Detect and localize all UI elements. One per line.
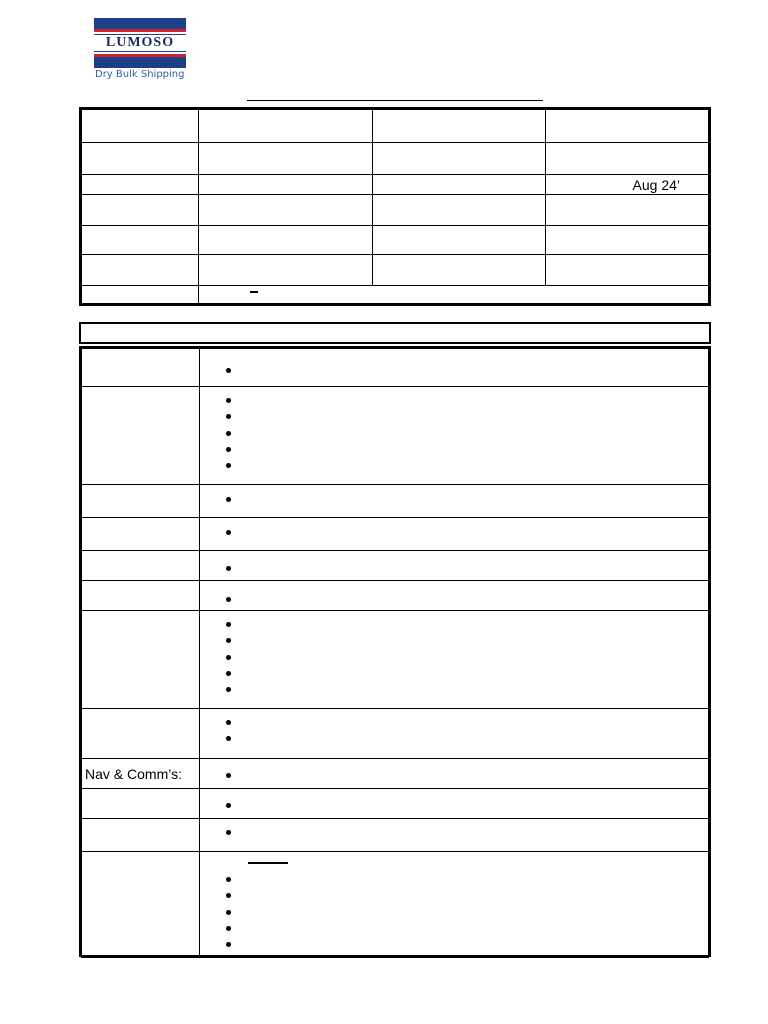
- spec-items: [200, 819, 709, 852]
- spec-label: [82, 789, 200, 819]
- bullet-item: [224, 615, 705, 631]
- bullet-item: [224, 766, 705, 782]
- spec-items: [200, 485, 709, 518]
- header-cell: [82, 286, 199, 304]
- spec-row: [82, 349, 709, 387]
- bullet-list: [224, 796, 705, 812]
- title-underline: [247, 100, 543, 101]
- spec-items: [200, 581, 709, 611]
- bullet-item: [224, 424, 705, 440]
- header-cell: [373, 255, 546, 286]
- header-cell: [546, 255, 709, 286]
- header-cell: [546, 143, 709, 175]
- spec-label: [82, 852, 200, 958]
- spec-row: [82, 581, 709, 611]
- spec-row: [82, 852, 709, 958]
- bullet-item: [224, 490, 705, 506]
- header-cell: [82, 195, 199, 226]
- header-cell: [199, 226, 373, 255]
- header-cell: [373, 143, 546, 175]
- header-row: [82, 286, 709, 304]
- spec-row: [82, 709, 709, 759]
- bullet-list: [224, 559, 705, 575]
- bullet-item: [224, 919, 705, 935]
- header-cell: [199, 255, 373, 286]
- spec-items: [200, 852, 709, 958]
- logo-tagline: Dry Bulk Shipping: [95, 69, 185, 80]
- bullet-item: [224, 590, 705, 606]
- header-row: [82, 110, 709, 143]
- header-cell: [373, 226, 546, 255]
- spec-row: [82, 759, 709, 789]
- bullet-list: [224, 713, 705, 746]
- spec-row: [82, 551, 709, 581]
- bullet-list: [224, 870, 705, 951]
- bullet-list: [224, 391, 705, 472]
- spec-items: [200, 709, 709, 759]
- logo-wordmark: LUMOSO: [105, 35, 175, 50]
- bullet-list: [224, 490, 705, 506]
- bullet-item: [224, 935, 705, 951]
- header-cell: [373, 175, 546, 195]
- header-cell: [546, 195, 709, 226]
- spec-items: [200, 789, 709, 819]
- bullet-item: [224, 440, 705, 456]
- spec-label: [82, 709, 200, 759]
- bullet-list: [224, 523, 705, 539]
- spec-label: [82, 611, 200, 709]
- header-cell: [373, 110, 546, 143]
- bullet-list: [224, 361, 705, 377]
- spec-label: [82, 518, 200, 551]
- spec-label: Nav & Comm’s:: [82, 759, 200, 789]
- logo-stripe: [94, 32, 186, 34]
- bullet-item: [224, 407, 705, 423]
- bullet-item: [224, 648, 705, 664]
- spec-row: [82, 387, 709, 485]
- logo-stripe: [94, 54, 186, 57]
- bullet-item: [224, 664, 705, 680]
- spec-row: [82, 611, 709, 709]
- bullet-item: [224, 870, 705, 886]
- bullet-item: [224, 631, 705, 647]
- spec-row: [82, 518, 709, 551]
- header-cell: [82, 226, 199, 255]
- spec-row: [82, 789, 709, 819]
- bullet-list: [224, 823, 705, 839]
- spec-label: [82, 349, 200, 387]
- spec-items: [200, 387, 709, 485]
- header-cell: [199, 110, 373, 143]
- underline-mark: [248, 862, 288, 870]
- spec-label: [82, 581, 200, 611]
- header-cell: Aug 24’: [546, 175, 709, 195]
- dash-mark: [250, 291, 258, 293]
- spec-items: [200, 611, 709, 709]
- bullet-item: [224, 559, 705, 575]
- bullet-item: [224, 796, 705, 812]
- header-cell: [82, 255, 199, 286]
- spec-items: [200, 551, 709, 581]
- header-cell: [199, 286, 709, 304]
- spec-items: [200, 759, 709, 789]
- bullet-item: [224, 680, 705, 696]
- header-row: [82, 255, 709, 286]
- header-cell: [82, 143, 199, 175]
- bullet-item: [224, 456, 705, 472]
- bullet-list: [224, 590, 705, 606]
- spec-label: [82, 387, 200, 485]
- header-cell: [82, 110, 199, 143]
- bullet-item: [224, 729, 705, 745]
- spec-label: [82, 485, 200, 518]
- header-row: [82, 143, 709, 175]
- header-cell: [546, 226, 709, 255]
- bullet-item: [224, 903, 705, 919]
- vessel-spec-table: [79, 346, 711, 957]
- bullet-list: [224, 615, 705, 696]
- header-row: [82, 226, 709, 255]
- header-row: [82, 175, 709, 195]
- bullet-item: [224, 886, 705, 902]
- spec-label: [82, 551, 200, 581]
- spec-label: [82, 819, 200, 852]
- header-cell: [82, 175, 199, 195]
- spec-items: [200, 349, 709, 387]
- company-logo: [94, 18, 187, 84]
- bullet-item: [224, 361, 705, 377]
- header-row: [82, 195, 709, 226]
- bullet-list: [224, 766, 705, 782]
- bullet-item: [224, 523, 705, 539]
- spec-items: [200, 518, 709, 551]
- bullet-item: [224, 713, 705, 729]
- header-cell: [373, 195, 546, 226]
- spec-row: [82, 819, 709, 852]
- header-cell: [199, 143, 373, 175]
- bullet-item: [224, 823, 705, 839]
- spec-row: [82, 485, 709, 518]
- header-cell: [199, 195, 373, 226]
- vessel-header-table: [79, 107, 711, 306]
- section-title-bar: [79, 322, 711, 344]
- header-cell: [199, 175, 373, 195]
- header-cell: [546, 110, 709, 143]
- bullet-item: [224, 391, 705, 407]
